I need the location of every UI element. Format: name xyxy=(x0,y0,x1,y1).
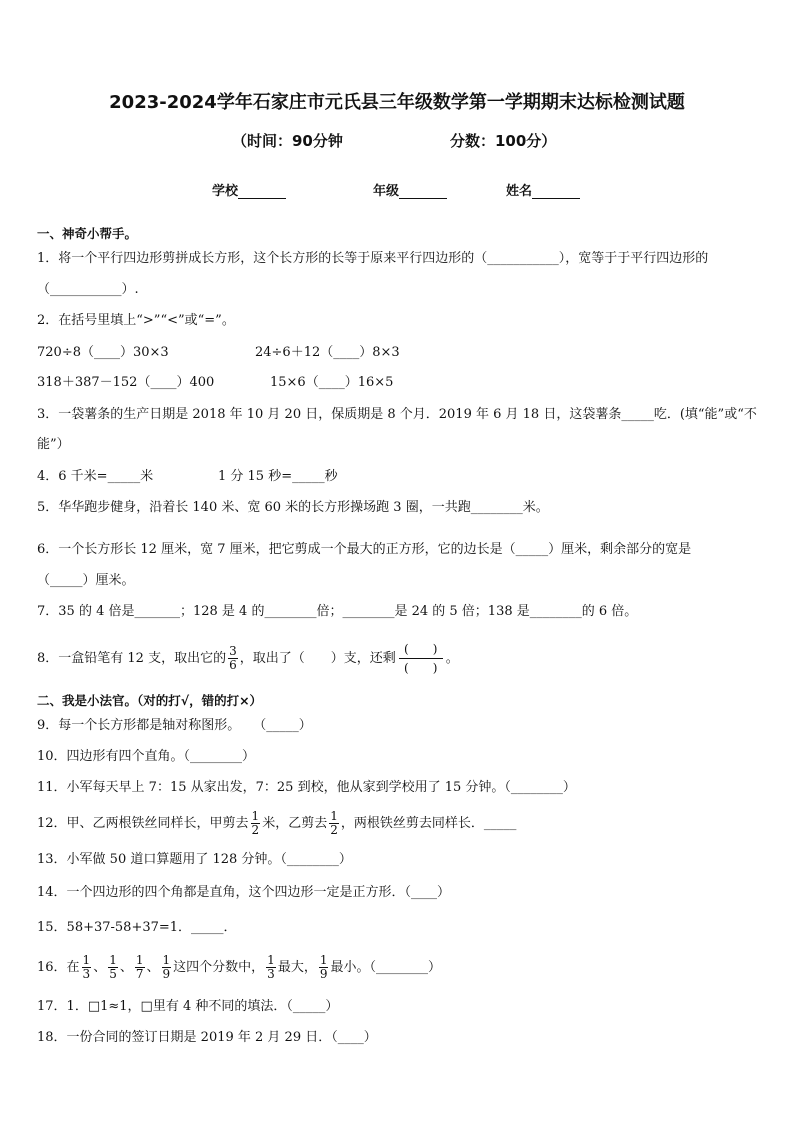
school-blank[interactable] xyxy=(238,184,286,199)
question-2-item-2: 24÷6＋12（____）8×3 xyxy=(255,345,400,360)
question-17: 17．1．□1≈1，□里有 4 种不同的填法．（_____） xyxy=(37,999,339,1014)
question-4-part-2: 1 分 15 秒=_____秒 xyxy=(218,469,338,484)
question-2: 2．在括号里填上“>”“<”或“=”。 xyxy=(37,313,235,328)
question-16: 16．在 $\frac{1}{3}$ 、 $\frac{1}{5}$ 、 $\frac{1}{7}$ 、 $\frac{1}{9}$ 这四个分数中， $\frac{1}{3}$ 最大， $\frac{1}{9}$ 最小。（________） xyxy=(37,953,441,981)
fraction: $\frac{3}{6}$ xyxy=(229,644,237,672)
question-3-line-2: 能”） xyxy=(37,437,70,452)
grade-field: 年级 xyxy=(373,180,447,199)
question-2-item-4: 15×6（____）16×5 xyxy=(270,375,394,390)
question-2-item-3: 318＋387－152（____）400 xyxy=(37,375,215,390)
answer-fraction[interactable]: ( ) ( ) xyxy=(399,640,443,677)
question-18: 18．一份合同的签订日期是 2019 年 2 月 29 日．（____） xyxy=(37,1030,377,1045)
question-2-item-1: 720÷8（____）30×3 xyxy=(37,345,169,360)
school-field: 学校 xyxy=(212,180,286,199)
question-14: 14．一个四边形的四个角都是直角，这个四边形一定是正方形．（____） xyxy=(37,885,451,900)
fraction: $\frac{1}{7}$ xyxy=(135,953,144,981)
question-1-line-1: 1．将一个平行四边形剪拼成长方形，这个长方形的长等于原来平行四边形的（___________），宽等于于平行四边形的 xyxy=(37,251,709,266)
total-score: 分数：100分） xyxy=(450,132,557,150)
fraction: $\frac{1}{2}$ xyxy=(251,809,260,837)
fraction: $\frac{1}{3}$ xyxy=(267,953,275,981)
question-6-line-2: （_____）厘米。 xyxy=(37,573,135,588)
fraction: $\frac{1}{5}$ xyxy=(109,953,117,981)
section-1-title: 一、神奇小帮手。 xyxy=(37,226,138,241)
question-1-line-2: （___________）. xyxy=(37,282,139,297)
question-6-line-1: 6．一个长方形长 12 厘米，宽 7 厘米，把它剪成一个最大的正方形，它的边长是（_____）厘米，剩余部分的宽是 xyxy=(37,542,692,557)
section-2-title: 二、我是小法官。（对的打√，错的打×） xyxy=(37,693,263,708)
question-15: 15．58+37-58+37=1．_____． xyxy=(37,920,237,935)
question-9: 9．每一个长方形都是轴对称图形。 （_____） xyxy=(37,718,312,733)
question-7: 7．35 的 4 倍是_______；128 是 4 的________倍；________是 24 的 5 倍；138 是________的 6 倍。 xyxy=(37,604,638,619)
fraction: $\frac{1}{9}$ xyxy=(319,953,328,981)
question-5: 5．华华跑步健身，沿着长 140 米、宽 60 米的长方形操场跑 3 圈，一共跑________米。 xyxy=(37,500,549,515)
name-blank[interactable] xyxy=(532,184,580,199)
question-3-line-1: 3．一袋薯条的生产日期是 2018 年 10 月 20 日，保质期是 8 个月．2019 年 6 月 18 日，这袋薯条_____吃．(填“能”或“不 xyxy=(37,407,757,422)
question-8: 8．一盒铅笔有 12 支，取出它的 $\frac{3}{6}$ ，取出了（ ）支，还剩 ( ) ( ) 。 xyxy=(37,642,459,675)
question-13: 13．小军做 50 道口算题用了 128 分钟。（________） xyxy=(37,852,352,867)
time-limit: （时间：90分钟 xyxy=(232,132,343,150)
question-10: 10．四边形有四个直角。（________） xyxy=(37,749,256,764)
name-field: 姓名 xyxy=(506,180,580,199)
grade-blank[interactable] xyxy=(399,184,447,199)
question-12: 12．甲、乙两根铁丝同样长，甲剪去 $\frac{1}{2}$ 米，乙剪去 $\frac{1}{2}$ ，两根铁丝剪去同样长．_____ xyxy=(37,809,517,837)
fraction: $\frac{1}{3}$ xyxy=(82,953,91,981)
fraction: $\frac{1}{2}$ xyxy=(330,809,338,837)
question-11: 11．小军每天早上 7：15 从家出发，7：25 到校，他从家到学校用了 15 分钟。（________） xyxy=(37,780,576,795)
fraction: $\frac{1}{9}$ xyxy=(162,953,171,981)
question-4-part-1: 4．6 千米=_____米 xyxy=(37,469,154,484)
page-title: 2023-2024学年石家庄市元氏县三年级数学第一学期期末达标检测试题 xyxy=(109,92,685,113)
